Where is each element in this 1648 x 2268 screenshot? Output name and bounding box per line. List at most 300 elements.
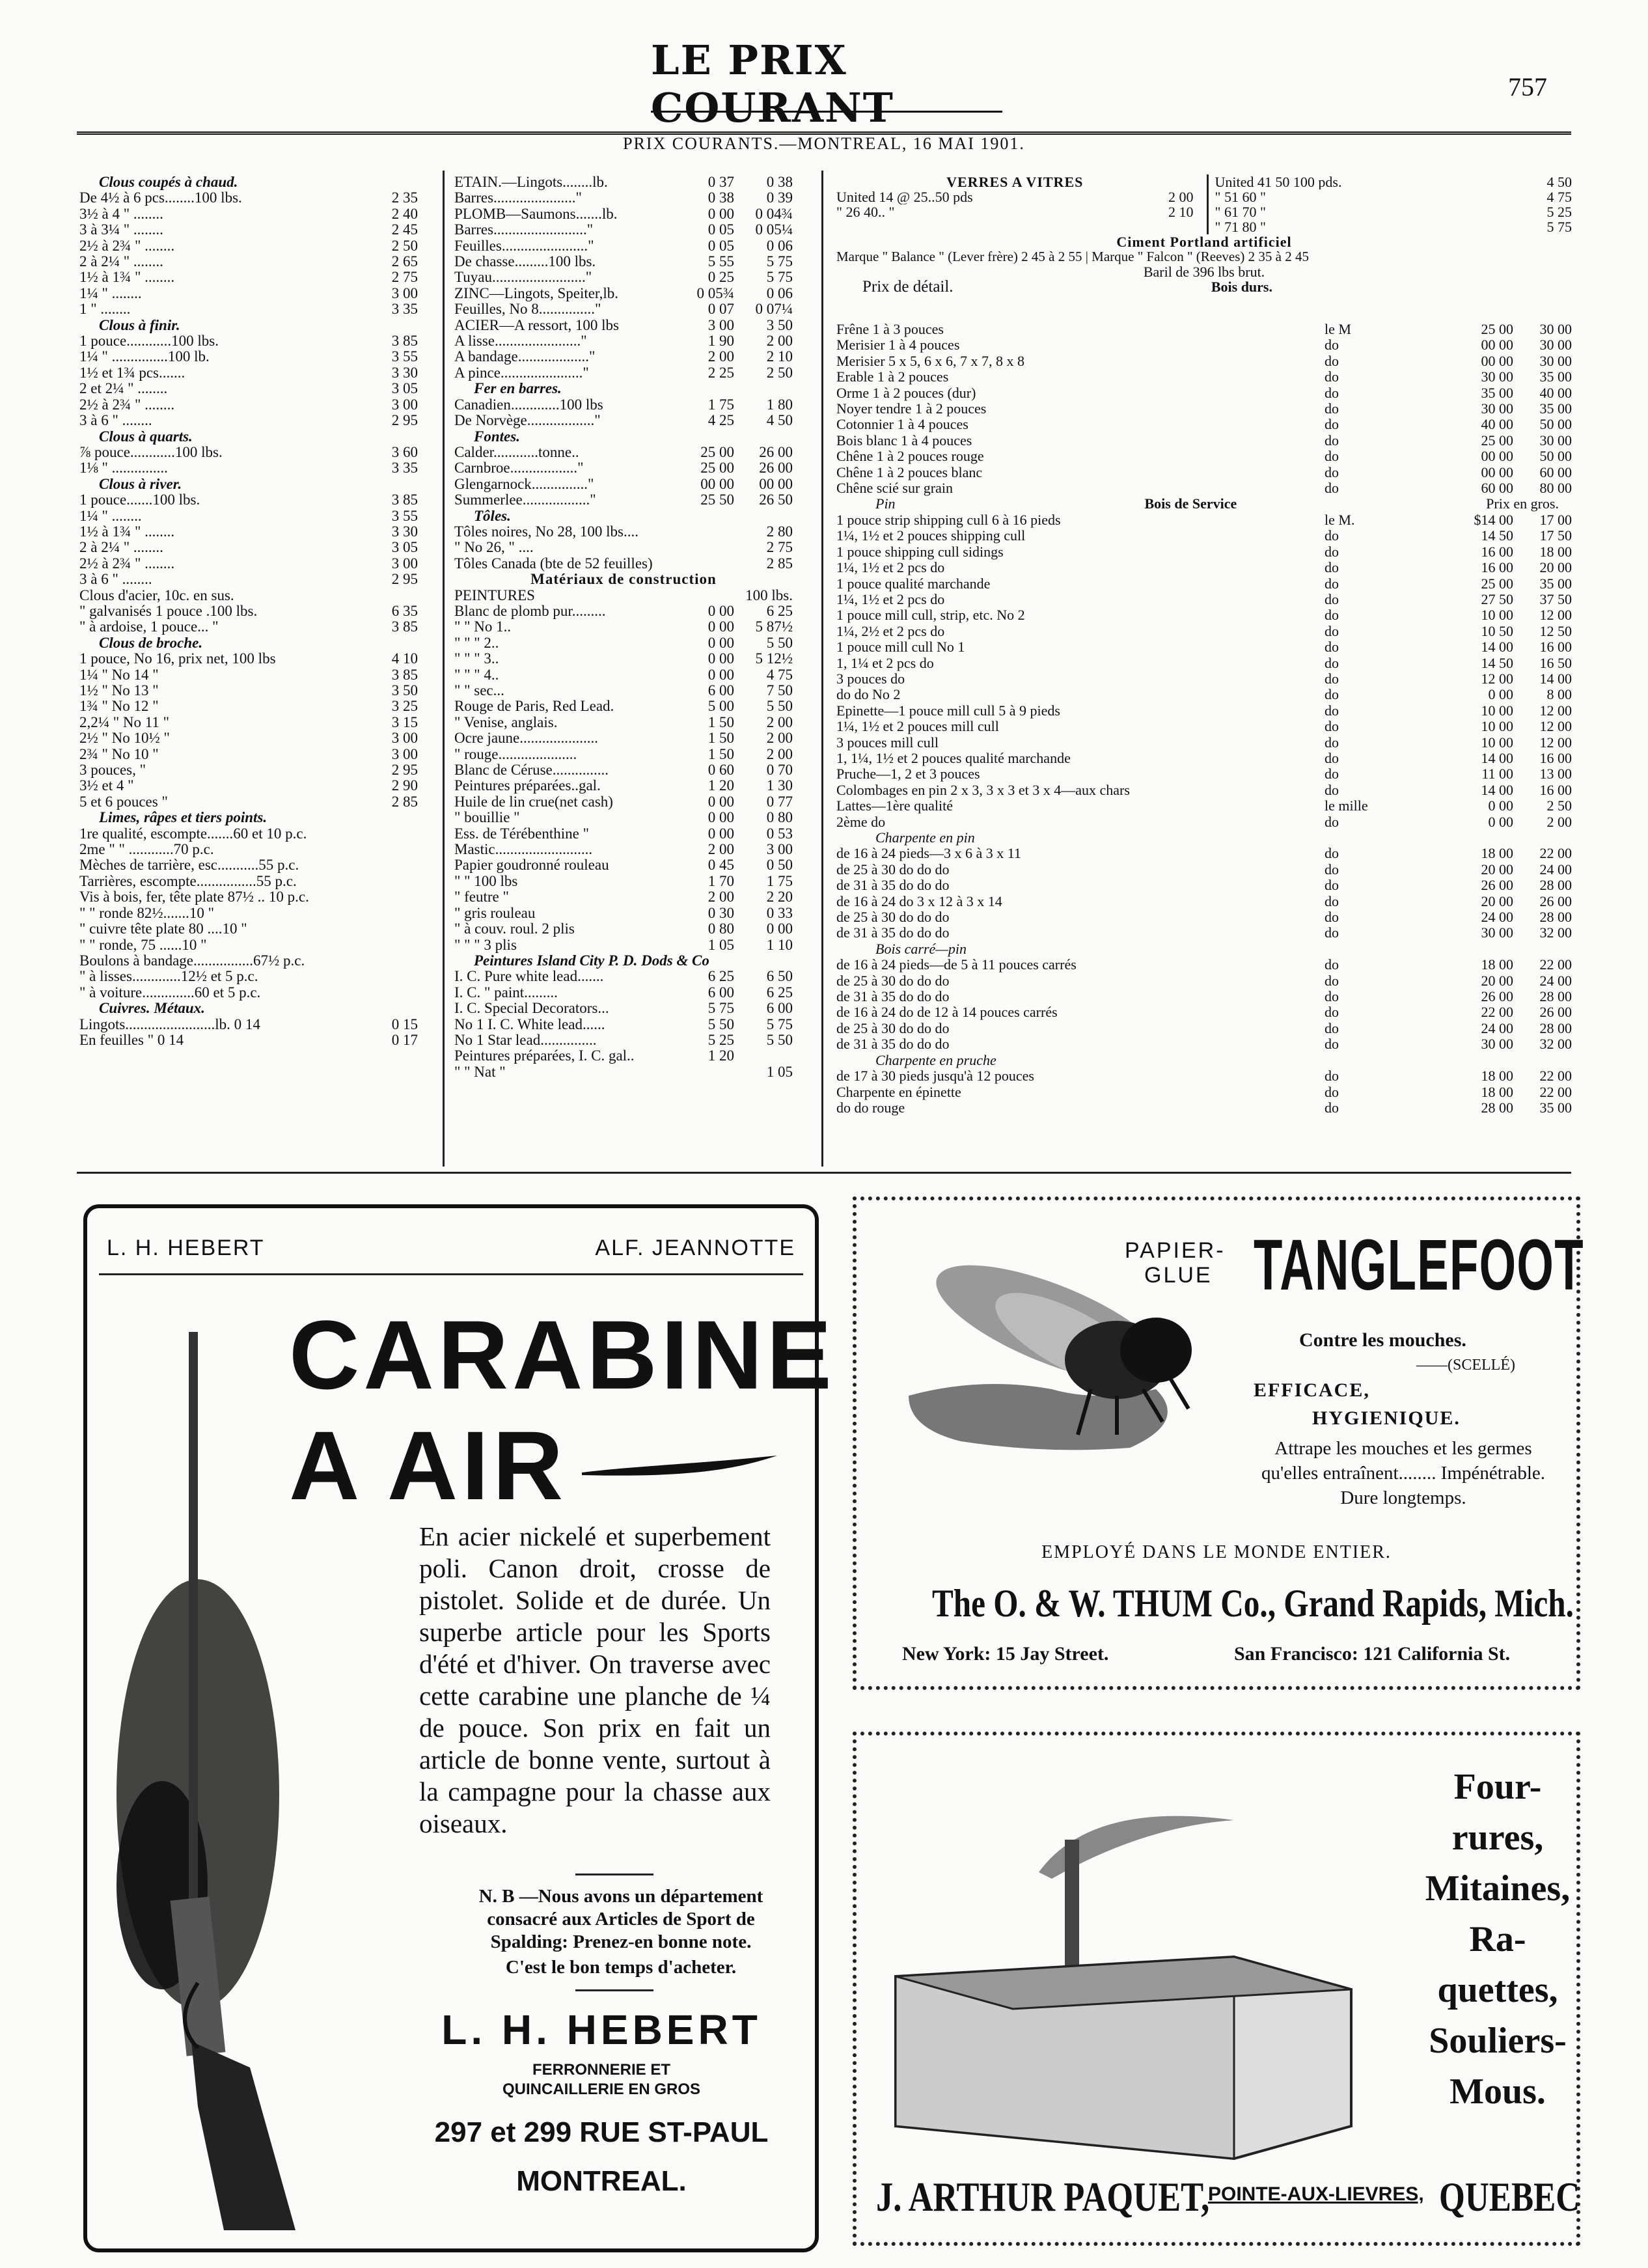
item-name: PLOMB—Saumons.......lb. bbox=[454, 206, 618, 222]
price-high: 6 50 bbox=[766, 968, 793, 985]
price-low: 0 00 bbox=[707, 666, 734, 683]
price-row bbox=[454, 906, 793, 921]
bois-service-heading: Bois de Service bbox=[1144, 495, 1237, 512]
ad-product-type: PAPIER- bbox=[1125, 1238, 1226, 1263]
item-name: Chêne 1 à 2 pouces rouge bbox=[836, 449, 984, 465]
section-divider bbox=[77, 1172, 1571, 1174]
price-row bbox=[836, 353, 1572, 369]
price-row bbox=[79, 270, 418, 285]
item-name: Feuilles, No 8..............." bbox=[454, 301, 601, 318]
price-row bbox=[79, 556, 418, 572]
price: 3 30 bbox=[391, 523, 418, 540]
price-low: 0 00 bbox=[707, 634, 734, 651]
unit: do bbox=[1325, 845, 1339, 862]
price-high: 28 00 bbox=[1539, 1019, 1572, 1036]
price-high: 24 00 bbox=[1539, 861, 1572, 878]
ad-note: N. B —Nous avons un département consacré aux Articles de Sport de Spalding: Prenez-en bonne note. bbox=[478, 1886, 763, 1952]
price-row bbox=[454, 921, 793, 937]
ciment-sub: Baril de 396 lbs brut. bbox=[1143, 264, 1265, 280]
price bbox=[372, 921, 418, 937]
item-name: Tuyau........................." bbox=[454, 270, 592, 286]
section-heading: Matériaux de construction bbox=[530, 571, 717, 588]
item-name: 1 pouce, No 16, prix net, 100 lbs bbox=[79, 651, 276, 667]
price-high: 30 00 bbox=[1539, 352, 1572, 369]
price-low: 1 05 bbox=[707, 936, 734, 953]
price bbox=[372, 969, 418, 984]
price-low: 0 00 bbox=[707, 602, 734, 619]
unit: do bbox=[1325, 686, 1339, 703]
price-low: 25 00 bbox=[1481, 575, 1513, 592]
price-row bbox=[1215, 189, 1572, 204]
price-high: 22 00 bbox=[1539, 1083, 1572, 1100]
price-high: 0 06 bbox=[766, 237, 793, 254]
price-high: 12 00 bbox=[1539, 718, 1572, 735]
price-row bbox=[454, 683, 793, 698]
price-high: 2 75 bbox=[766, 539, 793, 556]
unit: do bbox=[1325, 622, 1339, 639]
price: 3 85 bbox=[391, 618, 418, 635]
price-row bbox=[836, 337, 1572, 353]
item-name: I. C. Pure white lead....... bbox=[454, 969, 604, 985]
item-name: Cotonnier 1 à 4 pouces bbox=[836, 417, 968, 433]
price-row bbox=[454, 1064, 793, 1080]
price: 3 55 bbox=[391, 507, 418, 524]
price: 3 85 bbox=[391, 666, 418, 683]
ad-divider bbox=[575, 1989, 653, 1991]
price: 3 85 bbox=[391, 491, 418, 508]
price: 2 50 bbox=[391, 237, 418, 254]
price-high: 16 50 bbox=[1539, 654, 1572, 671]
item-name: de 16 à 24 do 3 x 12 à 3 x 14 bbox=[836, 893, 1002, 909]
item-name: 1½ et 1¾ pcs....... bbox=[79, 365, 185, 381]
item-name: 1½ à 1¾ " ........ bbox=[79, 270, 175, 286]
price-high: 22 00 bbox=[1539, 845, 1572, 862]
price-row bbox=[836, 751, 1572, 766]
price-row bbox=[79, 508, 418, 524]
price-low: 0 00 bbox=[707, 793, 734, 810]
price bbox=[372, 937, 418, 953]
item-name: De Norvège.................." bbox=[454, 413, 601, 429]
price: 2 90 bbox=[391, 777, 418, 794]
price-row bbox=[79, 667, 418, 683]
price-high: 0 33 bbox=[766, 904, 793, 921]
item-name: " rouge..................... bbox=[454, 746, 577, 762]
price-row bbox=[454, 698, 793, 714]
price-row bbox=[79, 222, 418, 238]
price-low: 0 30 bbox=[707, 904, 734, 921]
item-name: " " No 1.. bbox=[454, 619, 512, 635]
price-low: 6 00 bbox=[707, 984, 734, 1001]
item-name: de 25 à 30 do do do bbox=[836, 1020, 950, 1036]
price-row bbox=[836, 480, 1572, 496]
item-name: Mastic.......................... bbox=[454, 842, 593, 858]
price-row bbox=[836, 878, 1572, 893]
price-row bbox=[836, 894, 1572, 909]
item-name: Lingots........................lb. 0 14 bbox=[79, 1016, 260, 1032]
price-high: 6 25 bbox=[766, 984, 793, 1001]
section-heading: Clous à river. bbox=[99, 475, 182, 492]
price bbox=[372, 842, 418, 857]
item-name: 2½ " No 10½ " bbox=[79, 730, 170, 747]
price-low: 0 05¾ bbox=[696, 284, 734, 301]
price-low: 22 00 bbox=[1481, 1004, 1513, 1021]
section-heading: Limes, râpes et tiers points. bbox=[99, 809, 268, 826]
price-low: 14 00 bbox=[1481, 749, 1513, 766]
price-high: 26 00 bbox=[1539, 892, 1572, 909]
item-name: Glengarnock..............." bbox=[454, 476, 594, 492]
unit: do bbox=[1325, 988, 1339, 1005]
price-row bbox=[836, 671, 1572, 687]
price-row bbox=[454, 492, 793, 508]
price-row bbox=[836, 544, 1572, 560]
section-heading: Clous de broche. bbox=[99, 634, 203, 651]
price-high: 35 00 bbox=[1539, 1099, 1572, 1116]
price-low: 0 45 bbox=[707, 857, 734, 874]
item-name: " No 26, " .... bbox=[454, 540, 534, 556]
item-name: 1, 1¼, 1½ et 2 pouces qualité marchande bbox=[836, 750, 1071, 766]
ad-divider bbox=[575, 1874, 653, 1875]
item-name: " " 100 lbs bbox=[454, 873, 518, 889]
price: 0 17 bbox=[391, 1031, 418, 1048]
item-name: De chasse.........100 lbs. bbox=[454, 254, 596, 270]
price-low: 2 25 bbox=[707, 364, 734, 381]
ad-city: MONTREAL. bbox=[516, 2165, 687, 2197]
item-name: de 31 à 35 do do do bbox=[836, 1036, 950, 1053]
price-high: 32 00 bbox=[1539, 924, 1572, 941]
ad-divider bbox=[99, 1273, 803, 1275]
item-name: 1¼ " No 14 " bbox=[79, 667, 159, 683]
price-high: 40 00 bbox=[1539, 384, 1572, 401]
price-row bbox=[79, 445, 418, 460]
price bbox=[372, 953, 418, 969]
price bbox=[372, 588, 418, 603]
price-row bbox=[454, 1032, 793, 1048]
price-row bbox=[836, 528, 1572, 544]
price-high: 12 00 bbox=[1539, 702, 1572, 719]
price-high: 26 00 bbox=[759, 443, 793, 460]
price-row bbox=[79, 778, 418, 794]
price-high: 1 10 bbox=[766, 936, 793, 953]
price bbox=[372, 857, 418, 873]
unit: do bbox=[1325, 337, 1339, 353]
item-name: de 25 à 30 do do do bbox=[836, 973, 950, 989]
verres-block bbox=[836, 174, 1572, 234]
item-name: Clous d'acier, 10c. en sus. bbox=[79, 587, 234, 603]
price-high: 28 00 bbox=[1539, 877, 1572, 894]
unit: do bbox=[1325, 749, 1339, 766]
price-high: 20 00 bbox=[1539, 559, 1572, 576]
price-high: 0 00 bbox=[766, 920, 793, 937]
item-name: Papier goudronné rouleau bbox=[454, 857, 609, 874]
item-name: de 16 à 24 do de 12 à 14 pouces carrés bbox=[836, 1004, 1058, 1021]
item-name: 3 à 6 " ........ bbox=[79, 572, 152, 588]
item-name: 1¼, 1½ et 2 pcs do bbox=[836, 560, 945, 576]
product-item: Mitaines, bbox=[1425, 1868, 1571, 1909]
price-low: 0 25 bbox=[707, 269, 734, 286]
ad-partner-left: L. H. HEBERT bbox=[107, 1236, 265, 1260]
price-low: 24 00 bbox=[1481, 909, 1513, 926]
item-name: 2¾ " No 10 " bbox=[79, 746, 159, 762]
price-high: 50 00 bbox=[1539, 448, 1572, 465]
item-name: No 1 I. C. White lead...... bbox=[454, 1016, 605, 1032]
price-row bbox=[79, 794, 418, 810]
price-row bbox=[836, 703, 1572, 719]
price-row bbox=[454, 1001, 793, 1016]
price: 3 35 bbox=[391, 460, 418, 477]
pin-heading: Pin bbox=[875, 495, 896, 512]
price-row bbox=[836, 735, 1572, 751]
price-low: 10 00 bbox=[1481, 607, 1513, 624]
detail-row bbox=[836, 279, 1572, 294]
unit: do bbox=[1325, 368, 1339, 385]
section-heading: Fer en barres. bbox=[474, 380, 562, 397]
price-high: 17 00 bbox=[1539, 511, 1572, 528]
price-row bbox=[454, 206, 793, 222]
unit: do bbox=[1325, 813, 1339, 830]
price-row bbox=[454, 301, 793, 317]
ad-carabine-a-air bbox=[83, 1204, 836, 2252]
unit: do bbox=[1325, 1004, 1339, 1021]
item-name: 2 à 2¼ " ........ bbox=[79, 254, 163, 270]
price: 3 00 bbox=[391, 745, 418, 762]
price-row bbox=[1215, 204, 1572, 219]
item-name: " 71 80 " bbox=[1215, 219, 1266, 234]
price-row bbox=[79, 588, 418, 603]
unit: do bbox=[1325, 480, 1339, 497]
item-name: Feuilles......................." bbox=[454, 238, 594, 254]
unit: do bbox=[1325, 559, 1339, 576]
price-high: 0 39 bbox=[766, 189, 793, 206]
price-low: 16 00 bbox=[1481, 543, 1513, 560]
price: 2 95 bbox=[391, 571, 418, 588]
column-divider bbox=[821, 171, 823, 1167]
item-name: No 1 Star lead............... bbox=[454, 1032, 597, 1048]
price-low: 0 00 bbox=[707, 809, 734, 826]
item-name: Peintures préparées, I. C. gal.. bbox=[454, 1048, 635, 1064]
price-high: 2 85 bbox=[766, 555, 793, 572]
unit: do bbox=[1325, 909, 1339, 926]
item-name: 2½ à 2¾ " ........ bbox=[79, 396, 175, 413]
product-item: Ra- bbox=[1469, 1919, 1526, 1959]
ad-product-type: GLUE bbox=[1144, 1263, 1213, 1288]
price-row bbox=[454, 1048, 793, 1064]
price: 3 50 bbox=[391, 682, 418, 698]
price-row bbox=[79, 603, 418, 619]
price-row bbox=[454, 842, 793, 857]
price-row bbox=[79, 889, 418, 905]
price-high: 2 10 bbox=[766, 348, 793, 365]
price-low: 25 00 bbox=[1481, 321, 1513, 337]
price-row bbox=[454, 985, 793, 1001]
ad-address-ny: New York: 15 Jay Street. bbox=[902, 1643, 1109, 1665]
item-name: Blanc de Céruse............... bbox=[454, 762, 609, 779]
price-row bbox=[454, 318, 793, 333]
price-low: 20 00 bbox=[1481, 972, 1513, 989]
item-name: " " " 3.. bbox=[454, 651, 499, 667]
price-row bbox=[79, 747, 418, 762]
price: 3 60 bbox=[391, 443, 418, 460]
item-name: 2 et 2¼ " ........ bbox=[79, 381, 168, 397]
ad-company: J. ARTHUR PAQUET, bbox=[876, 2174, 1210, 2220]
price-high: 35 00 bbox=[1539, 575, 1572, 592]
price-row bbox=[79, 492, 418, 508]
price-high: 13 00 bbox=[1539, 766, 1572, 782]
ad-address-sf: San Francisco: 121 California St. bbox=[1234, 1643, 1511, 1665]
item-name: " " " 4.. bbox=[454, 667, 499, 683]
item-name: 5 et 6 pouces " bbox=[79, 794, 168, 810]
price-low: 25 00 bbox=[700, 443, 734, 460]
price-row bbox=[79, 874, 418, 889]
price-row bbox=[454, 937, 793, 953]
item-name: 1¾ " No 12 " bbox=[79, 698, 159, 715]
item-name: de 31 à 35 do do do bbox=[836, 925, 950, 941]
dateline: PRIX COURANTS.—MONTREAL, 16 MAI 1901. bbox=[623, 134, 1025, 153]
price-low: 1 20 bbox=[707, 1047, 734, 1064]
price-high: 28 00 bbox=[1539, 909, 1572, 926]
price-low: 1 50 bbox=[707, 730, 734, 747]
price-low: 24 00 bbox=[1481, 1019, 1513, 1036]
price-low: 2 00 bbox=[707, 889, 734, 906]
price-low: 0 00 bbox=[707, 205, 734, 222]
price: 2 00 bbox=[1168, 189, 1194, 205]
price-high: 60 00 bbox=[1539, 463, 1572, 480]
price-low: 00 00 bbox=[700, 475, 734, 492]
ad-brand: TANGLEFOOT bbox=[1254, 1225, 1584, 1305]
price-row bbox=[454, 174, 793, 190]
item-name: Tarrières, escompte................55 p.c. bbox=[79, 873, 297, 889]
item-name: " Venise, anglais. bbox=[454, 714, 558, 730]
price-high: 5 50 bbox=[766, 698, 793, 715]
item-name: de 16 à 24 pieds—3 x 6 à 3 x 11 bbox=[836, 846, 1021, 862]
detail-title: Prix de détail. bbox=[862, 278, 954, 296]
masthead: LE PRIX COURANT bbox=[651, 57, 1002, 113]
price-high: 16 00 bbox=[1539, 749, 1572, 766]
price-low: 1 50 bbox=[707, 745, 734, 762]
ad-partner-right: ALF. JEANNOTTE bbox=[595, 1236, 795, 1260]
unit: do bbox=[1325, 781, 1339, 798]
unit: do bbox=[1325, 654, 1339, 671]
price-high: 2 20 bbox=[766, 889, 793, 906]
price-low bbox=[689, 540, 734, 555]
price: 2 10 bbox=[1168, 204, 1194, 220]
unit: do bbox=[1325, 1083, 1339, 1100]
price-high: 5 12½ bbox=[755, 650, 793, 667]
section-heading: Clous à quarts. bbox=[99, 428, 193, 445]
price-low: 26 00 bbox=[1481, 988, 1513, 1005]
item-name: Merisier 5 x 5, 6 x 6, 7 x 7, 8 x 8 bbox=[836, 353, 1025, 369]
verres-left bbox=[836, 174, 1194, 234]
unit: le M. bbox=[1325, 511, 1355, 528]
ad-place: POINTE-AUX-LIEVRES, bbox=[1208, 2183, 1424, 2205]
price-low: 0 05 bbox=[707, 221, 734, 238]
price-row bbox=[79, 413, 418, 428]
price-row bbox=[79, 572, 418, 587]
price: 3 85 bbox=[391, 333, 418, 350]
price-low: 26 00 bbox=[1481, 877, 1513, 894]
price-column-metaux bbox=[454, 174, 793, 1080]
ad-description: Attrape les mouches et les germes qu'elles entraînent........ Impénétrable. Dure longtemps. bbox=[1261, 1438, 1546, 1508]
unit: do bbox=[1325, 607, 1339, 624]
price: 3 00 bbox=[391, 730, 418, 747]
price: 3 30 bbox=[391, 364, 418, 381]
price-high: 2 00 bbox=[1546, 813, 1572, 830]
item-name: 1¼, 1½ et 2 pcs do bbox=[836, 591, 945, 607]
item-name: de 16 à 24 pieds—de 5 à 11 pouces carrés bbox=[836, 957, 1077, 973]
item-name: " bouillie " bbox=[454, 810, 520, 826]
unit: do bbox=[1325, 575, 1339, 592]
price-low: 1 50 bbox=[707, 713, 734, 730]
ad-city: QUEBEC bbox=[1439, 2174, 1580, 2220]
price-row bbox=[454, 349, 793, 365]
price-row bbox=[454, 619, 793, 635]
item-name: 1 " ........ bbox=[79, 301, 131, 318]
price-column-clous bbox=[79, 174, 418, 1048]
price-row bbox=[836, 766, 1572, 782]
price-row bbox=[836, 957, 1572, 973]
price-row bbox=[454, 397, 793, 413]
item-name: Peintures préparées..gal. bbox=[454, 778, 601, 794]
price-low: 00 00 bbox=[1481, 448, 1513, 465]
unit: do bbox=[1325, 861, 1339, 878]
unit: do bbox=[1325, 639, 1339, 656]
unit: do bbox=[1325, 956, 1339, 973]
price-low: 14 50 bbox=[1481, 527, 1513, 544]
price-high: 2 50 bbox=[766, 364, 793, 381]
price-row bbox=[836, 687, 1572, 702]
price-row bbox=[79, 206, 418, 222]
price-high: 00 00 bbox=[759, 475, 793, 492]
price-row bbox=[79, 937, 418, 953]
item-name: do do No 2 bbox=[836, 687, 901, 703]
price-row bbox=[79, 286, 418, 301]
price-low: 25 50 bbox=[700, 491, 734, 508]
price-row bbox=[79, 333, 418, 349]
item-name: de 25 à 30 do do do bbox=[836, 861, 950, 878]
price-high: 30 00 bbox=[1539, 321, 1572, 337]
price-row bbox=[836, 1036, 1572, 1052]
swash-ornament bbox=[582, 1449, 790, 1488]
price-row bbox=[79, 365, 418, 381]
section-heading: Ciment Portland artificiel bbox=[1116, 234, 1292, 250]
price-row bbox=[79, 619, 418, 635]
price-high: 17 50 bbox=[1539, 527, 1572, 544]
item-name: Merisier 1 à 4 pouces bbox=[836, 337, 960, 353]
price-row bbox=[836, 465, 1572, 480]
section-heading: Tôles. bbox=[474, 507, 511, 524]
price-row bbox=[836, 624, 1572, 639]
item-name: de 31 à 35 do do do bbox=[836, 989, 950, 1005]
price-low: 35 00 bbox=[1481, 384, 1513, 401]
item-name: Tôles Canada (bte de 52 feuilles) bbox=[454, 555, 653, 572]
price: 2 40 bbox=[391, 205, 418, 222]
price-high bbox=[734, 1048, 793, 1064]
unit: do bbox=[1325, 448, 1339, 465]
price-row bbox=[836, 449, 1572, 464]
item-name: United 41 50 100 pds. bbox=[1215, 174, 1342, 189]
price-row bbox=[79, 524, 418, 540]
item-name: " à couv. roul. 2 plis bbox=[454, 921, 575, 937]
item-name: 1re qualité, escompte.......60 et 10 p.c. bbox=[79, 825, 307, 842]
section-heading: Fontes. bbox=[474, 428, 520, 445]
price-row bbox=[836, 433, 1572, 449]
price-row bbox=[836, 560, 1572, 575]
price: 3 00 bbox=[391, 396, 418, 413]
price-row bbox=[454, 190, 793, 206]
price-low: 14 50 bbox=[1481, 654, 1513, 671]
price-low: 30 00 bbox=[1481, 400, 1513, 417]
item-name: " 51 60 " bbox=[1215, 189, 1266, 204]
ciment-text: Marque " Balance " (Lever frère) 2 45 à 2 55 | Marque " Falcon " (Reeves) 2 35 à 2 45 bbox=[836, 249, 1309, 264]
